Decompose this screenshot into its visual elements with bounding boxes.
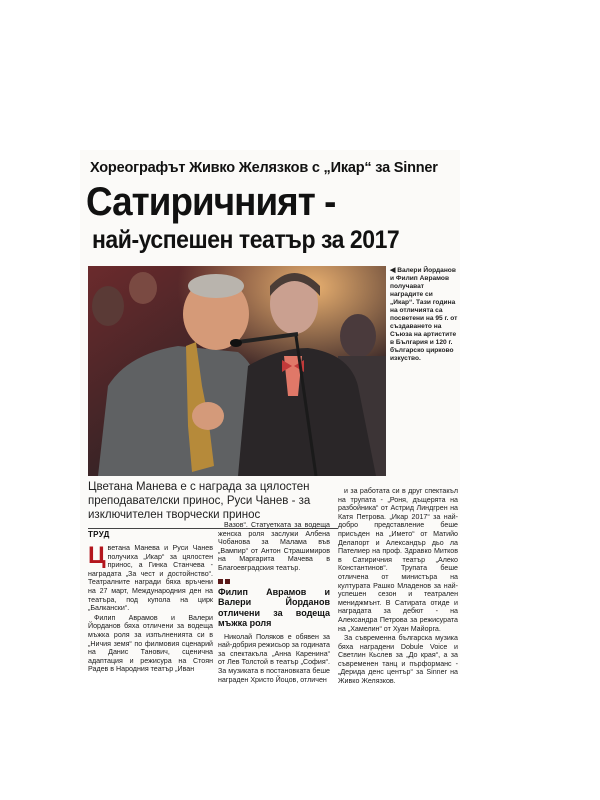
award-ceremony-photo: [88, 266, 386, 476]
drop-cap: Ц: [88, 542, 106, 569]
photo-caption: [390, 267, 458, 363]
photo-illustration: [88, 266, 386, 476]
pull-quote-text: Филип Аврамов и Валери Йорданов отличени за водеща мъжка роля: [218, 586, 330, 629]
paragraph: Николай Поляков е обявен за най-добрия режисьор за годината за спектакъла „Анна Каренина“ от Лев Толстой в театър „София“. За музиката в постановката беше награден Христо Йоцов, отличен: [218, 632, 330, 684]
paragraph: Вазов“. Статуетката за водеща женска роля заслужи Албена Чобанова за Малама във „Вампир“ от Антон Страшимиров на Маргарита Мачева в Благоевградския театър.: [218, 521, 330, 572]
paragraph: и за работата си в друг спектакъл на трупата - „Роня, дъщерята на разбойника“ от Астрид Линдгрен на Катя Петрова. „Икар 2017“ за най-добро представление беше присъден на „Името“ от Матийо Делапорт и Александър дьо ла Пателиер на проф. Здравко Митков в Сатиричния театър „Алеко Константинов“. Трупата беше отличена от министъра на културата Рашко Младенов за най-успешен сезон и театрален мениджмънт. В Сатирата отиде и наградата за дебют - на Александра Петрова за режисурата на „Хамелин“ от Хуан Майорга.: [338, 487, 458, 633]
headline-line-2: най-успешен театър за 2017: [92, 226, 400, 254]
pull-quote: [218, 579, 330, 629]
article-column-2: [218, 521, 330, 685]
quote-marks-icon: [218, 579, 236, 584]
article-column-1: [88, 544, 213, 675]
article-column-3: [338, 487, 458, 687]
source-label: ТРУД: [88, 530, 110, 539]
article-subheadline: Цветана Манева е с награда за цялостен преподавателски принос, Руси Чанев - за изключителен творчески принос: [88, 481, 311, 521]
paragraph: Филип Аврамов и Валери Йорданов бяха отличени за водеща мъжка роля за изпълненията си в „Ничия земя“ по филмовия сценарий на Данис Танович, сценична адаптация и режисура на Стоян Радев в Народния театър „Иван: [88, 613, 213, 674]
headline-line-1: Сатиричният -: [86, 180, 336, 224]
article-kicker: Хореографът Живко Желязков с „Икар“ за Sinner: [90, 160, 438, 176]
paragraph: [88, 544, 213, 613]
caption-arrow-icon: ◀: [390, 267, 396, 274]
photo-caption-text: Валери Йорданов и Филип Аврамов получават наградите си „Икар“. Тази година на отличията са посветени на 95 г. от създаването на Съюза на артистите в България и 120 г. българско цирково изкуство.: [390, 267, 458, 362]
paragraph: За съвременна българска музика бяха наградени Dobule Voice и Светлин Кьслев за „До края“, а за съвременен танц и пърформанс - „Дерида денс център“ за Sinner на Живко Желязков.: [338, 634, 458, 686]
paragraph-text: ветана Манева и Руси Чанев получиха „Икар“ за цялостен принос, а Гинка Станчева - наградата „За чест и достойнство“. Театралните награди бяха връчени на 27 март, Международния ден на театъра, под купола на цирк „Балкански“.: [88, 544, 213, 613]
